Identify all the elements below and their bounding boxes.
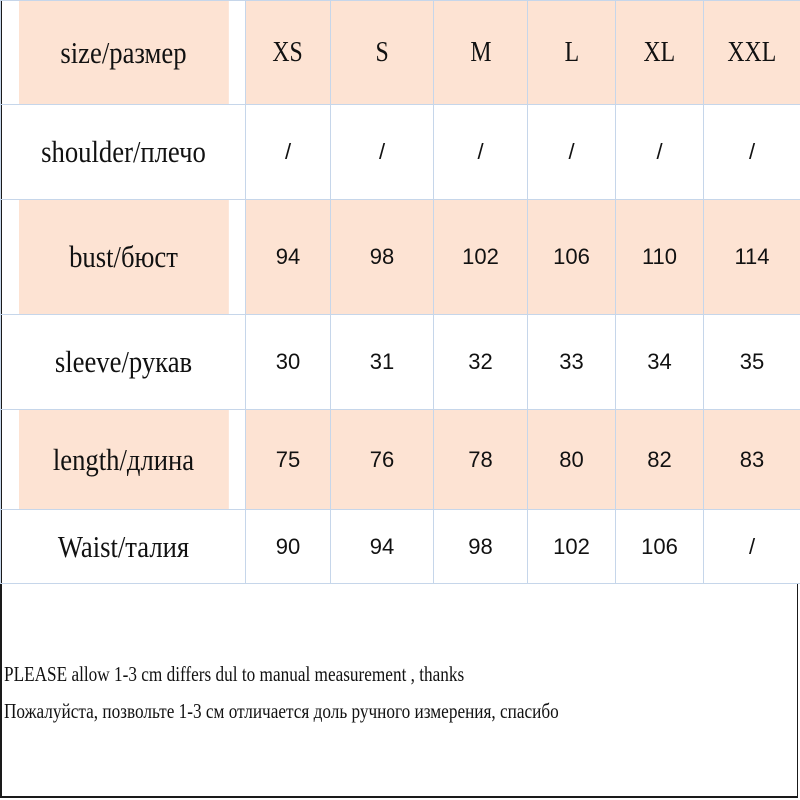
- size-s: S: [331, 1, 434, 105]
- table-cell: /: [616, 105, 704, 200]
- table-cell: /: [331, 105, 434, 200]
- table-cell: 34: [616, 315, 704, 410]
- size-m: M: [434, 1, 528, 105]
- table-row-length: [1, 410, 800, 510]
- table-cell: 75: [246, 410, 331, 510]
- table-cell: /: [528, 105, 616, 200]
- table-cell: 80: [528, 410, 616, 510]
- table-cell: 98: [331, 200, 434, 315]
- table-cell: 31: [331, 315, 434, 410]
- row-label: shoulder/плечо: [18, 105, 229, 200]
- table-row-sleeve: [1, 315, 800, 410]
- size-xxl: XXL: [704, 1, 800, 105]
- table-cell: 110: [616, 200, 704, 315]
- measurement-note-russian: [4, 699, 681, 724]
- table-cell: 76: [331, 410, 434, 510]
- row-label: length/длина: [18, 410, 229, 510]
- table-row-shoulder: [1, 105, 800, 200]
- table-cell: 32: [434, 315, 528, 410]
- table-cell: 35: [704, 315, 800, 410]
- table-cell: 106: [616, 510, 704, 584]
- table-cell: 94: [246, 200, 331, 315]
- row-label: bust/бюст: [18, 200, 229, 315]
- note-english-text: PLEASE allow 1-3 cm differs dul to manual measurement , thanks: [4, 662, 465, 686]
- header-label: size/размер: [18, 1, 229, 105]
- size-l: L: [528, 1, 616, 105]
- table-cell: 106: [528, 200, 616, 315]
- table-cell: 102: [528, 510, 616, 584]
- table-cell: 78: [434, 410, 528, 510]
- row-label: Waist/талия: [18, 510, 229, 584]
- size-xl: XL: [616, 1, 704, 105]
- note-russian-text: Пожалуйста, позвольте 1-3 см отличается доль ручного измерения, спасибо: [4, 699, 559, 723]
- table-cell: 33: [528, 315, 616, 410]
- table-row-waist: [1, 510, 800, 584]
- size-xs: XS: [246, 1, 331, 105]
- table-cell: /: [704, 510, 800, 584]
- table-cell: /: [246, 105, 331, 200]
- table-cell: 102: [434, 200, 528, 315]
- table-cell: 98: [434, 510, 528, 584]
- table-row-bust: [1, 200, 800, 315]
- table-cell: 90: [246, 510, 331, 584]
- table-cell: /: [434, 105, 528, 200]
- table-cell: /: [704, 105, 800, 200]
- table-cell: 83: [704, 410, 800, 510]
- table-cell: 94: [331, 510, 434, 584]
- table-cell: 82: [616, 410, 704, 510]
- header-row: [1, 1, 800, 105]
- table-cell: 30: [246, 315, 331, 410]
- measurement-note-english: [4, 662, 565, 687]
- row-label: sleeve/рукав: [18, 315, 229, 410]
- table-cell: 114: [704, 200, 800, 315]
